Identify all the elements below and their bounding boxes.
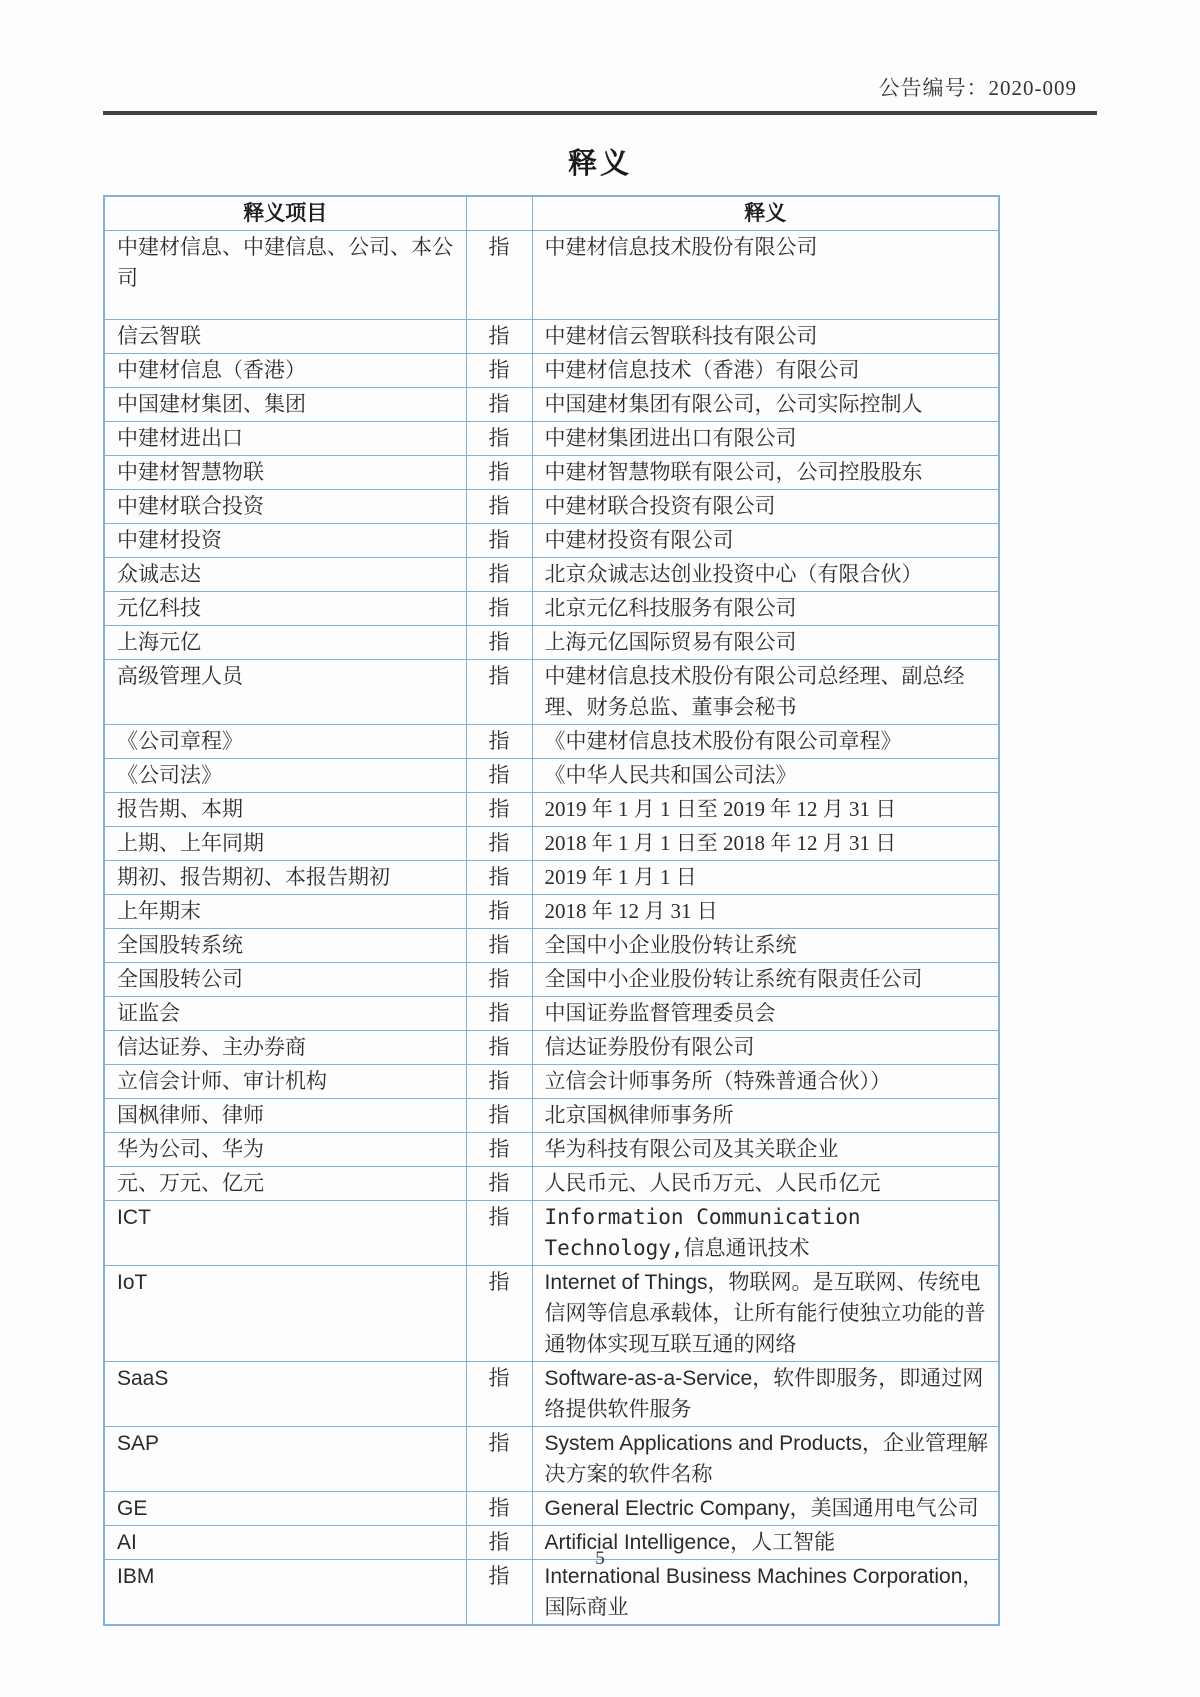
table-row	[104, 660, 999, 725]
term-cell: 期初、报告期初、本报告期初	[104, 861, 466, 895]
ref-cell: 指	[466, 963, 532, 997]
term-cell: 立信会计师、审计机构	[104, 1065, 466, 1099]
term-cell: 中建材智慧物联	[104, 456, 466, 490]
definition-cell: 2018 年 1 月 1 日至 2018 年 12 月 31 日	[532, 827, 999, 861]
term-cell: SaaS	[104, 1362, 466, 1427]
ref-cell: 指	[466, 759, 532, 793]
table-row	[104, 320, 999, 354]
definition-cell: International Business Machines Corporation，国际商业	[532, 1560, 999, 1626]
table-row	[104, 422, 999, 456]
definition-cell: 中建材信息技术（香港）有限公司	[532, 354, 999, 388]
table-row	[104, 1362, 999, 1427]
table-row	[104, 1031, 999, 1065]
term-cell: 《公司章程》	[104, 725, 466, 759]
definition-cell: 上海元亿国际贸易有限公司	[532, 626, 999, 660]
definition-cell: 信达证券股份有限公司	[532, 1031, 999, 1065]
header-cell-definition: 释义	[532, 196, 999, 231]
term-cell: 中建材联合投资	[104, 490, 466, 524]
definition-cell: 2018 年 12 月 31 日	[532, 895, 999, 929]
term-cell: AI	[104, 1526, 466, 1560]
definition-cell: 全国中小企业股份转让系统	[532, 929, 999, 963]
ref-cell: 指	[466, 1167, 532, 1201]
page-number: 5	[595, 1548, 605, 1569]
ref-cell: 指	[466, 929, 532, 963]
table-header-row	[104, 196, 999, 231]
table-row	[104, 388, 999, 422]
ref-cell: 指	[466, 997, 532, 1031]
term-cell: GE	[104, 1492, 466, 1526]
page-header	[0, 0, 1200, 102]
definition-cell: 《中华人民共和国公司法》	[532, 759, 999, 793]
term-cell: 高级管理人员	[104, 660, 466, 725]
table-row	[104, 759, 999, 793]
definition-cell: 立信会计师事务所（特殊普通合伙））	[532, 1065, 999, 1099]
table-row	[104, 861, 999, 895]
definition-cell: 中建材集团进出口有限公司	[532, 422, 999, 456]
definition-cell: 中国建材集团有限公司，公司实际控制人	[532, 388, 999, 422]
table-row	[104, 231, 999, 320]
definition-cell: General Electric Company，美国通用电气公司	[532, 1492, 999, 1526]
header-rule	[103, 111, 1097, 115]
term-cell: IBM	[104, 1560, 466, 1626]
definition-cell: 北京众诚志达创业投资中心（有限合伙）	[532, 558, 999, 592]
term-cell: 中建材进出口	[104, 422, 466, 456]
term-cell: 证监会	[104, 997, 466, 1031]
table-row	[104, 997, 999, 1031]
definition-cell: 《中建材信息技术股份有限公司章程》	[532, 725, 999, 759]
ref-cell: 指	[466, 1201, 532, 1266]
table-row	[104, 1099, 999, 1133]
term-cell: 信达证券、主办券商	[104, 1031, 466, 1065]
term-cell: 信云智联	[104, 320, 466, 354]
announcement-number: 公告编号：2020-009	[878, 76, 1077, 100]
ref-cell: 指	[466, 660, 532, 725]
term-cell: SAP	[104, 1427, 466, 1492]
definition-cell: Information Communication Technology,信息通讯技术	[532, 1201, 999, 1266]
definition-cell: 人民币元、人民币万元、人民币亿元	[532, 1167, 999, 1201]
header-cell-item: 释义项目	[104, 196, 466, 231]
ref-cell: 指	[466, 456, 532, 490]
definition-cell: Internet of Things，物联网。是互联网、传统电信网等信息承载体，让所有能行使独立功能的普通物体实现互联互通的网络	[532, 1266, 999, 1362]
table-row	[104, 895, 999, 929]
ref-cell: 指	[466, 861, 532, 895]
definition-cell: 中建材信息技术股份有限公司总经理、副总经理、财务总监、董事会秘书	[532, 660, 999, 725]
definition-cell: 北京国枫律师事务所	[532, 1099, 999, 1133]
term-cell: 华为公司、华为	[104, 1133, 466, 1167]
definition-cell: Software-as-a-Service，软件即服务，即通过网络提供软件服务	[532, 1362, 999, 1427]
term-cell: 元亿科技	[104, 592, 466, 626]
ref-cell: 指	[466, 827, 532, 861]
ref-cell: 指	[466, 524, 532, 558]
ref-cell: 指	[466, 422, 532, 456]
ref-cell: 指	[466, 388, 532, 422]
ref-cell: 指	[466, 558, 532, 592]
definition-cell: 中建材信息技术股份有限公司	[532, 231, 999, 320]
ref-cell: 指	[466, 1526, 532, 1560]
definitions-table	[103, 195, 1000, 1626]
table-row	[104, 1266, 999, 1362]
header-cell-ref	[466, 196, 532, 231]
table-row	[104, 929, 999, 963]
definition-cell: 中建材智慧物联有限公司，公司控股股东	[532, 456, 999, 490]
term-cell: 中国建材集团、集团	[104, 388, 466, 422]
definition-cell: 中建材信云智联科技有限公司	[532, 320, 999, 354]
term-cell: ICT	[104, 1201, 466, 1266]
ref-cell: 指	[466, 725, 532, 759]
term-cell: 上年期末	[104, 895, 466, 929]
table-row	[104, 963, 999, 997]
ref-cell: 指	[466, 1065, 532, 1099]
ref-cell: 指	[466, 1266, 532, 1362]
ref-cell: 指	[466, 1492, 532, 1526]
table-row	[104, 1201, 999, 1266]
ref-cell: 指	[466, 231, 532, 320]
ref-cell: 指	[466, 793, 532, 827]
table-row	[104, 725, 999, 759]
ref-cell: 指	[466, 626, 532, 660]
definition-cell: 中建材联合投资有限公司	[532, 490, 999, 524]
definition-cell: Artificial Intelligence，人工智能	[532, 1526, 999, 1560]
term-cell: 《公司法》	[104, 759, 466, 793]
term-cell: 中建材信息、中建信息、公司、本公司	[104, 231, 466, 320]
term-cell: 报告期、本期	[104, 793, 466, 827]
term-cell: 上期、上年同期	[104, 827, 466, 861]
definition-cell: 2019 年 1 月 1 日	[532, 861, 999, 895]
table-row	[104, 827, 999, 861]
term-cell: IoT	[104, 1266, 466, 1362]
ref-cell: 指	[466, 592, 532, 626]
definition-cell: 华为科技有限公司及其关联企业	[532, 1133, 999, 1167]
ref-cell: 指	[466, 1362, 532, 1427]
table-row	[104, 793, 999, 827]
table-row	[104, 490, 999, 524]
ref-cell: 指	[466, 1133, 532, 1167]
ref-cell: 指	[466, 1099, 532, 1133]
table-row	[104, 1427, 999, 1492]
term-cell: 国枫律师、律师	[104, 1099, 466, 1133]
table-row	[104, 1065, 999, 1099]
ref-cell: 指	[466, 1560, 532, 1626]
definition-cell: 北京元亿科技服务有限公司	[532, 592, 999, 626]
definition-cell: System Applications and Products，企业管理解决方案的软件名称	[532, 1427, 999, 1492]
definition-cell: 中国证券监督管理委员会	[532, 997, 999, 1031]
table-row	[104, 1133, 999, 1167]
table-row	[104, 592, 999, 626]
ref-cell: 指	[466, 490, 532, 524]
ref-cell: 指	[466, 895, 532, 929]
term-cell: 众诚志达	[104, 558, 466, 592]
term-cell: 元、万元、亿元	[104, 1167, 466, 1201]
term-cell: 中建材投资	[104, 524, 466, 558]
ref-cell: 指	[466, 1427, 532, 1492]
definition-cell: 全国中小企业股份转让系统有限责任公司	[532, 963, 999, 997]
ref-cell: 指	[466, 354, 532, 388]
table-row	[104, 626, 999, 660]
table-row	[104, 354, 999, 388]
term-cell: 全国股转公司	[104, 963, 466, 997]
table-row	[104, 1167, 999, 1201]
definition-cell: 2019 年 1 月 1 日至 2019 年 12 月 31 日	[532, 793, 999, 827]
table-row	[104, 1492, 999, 1526]
ref-cell: 指	[466, 320, 532, 354]
definition-cell: 中建材投资有限公司	[532, 524, 999, 558]
table-row	[104, 456, 999, 490]
ref-cell: 指	[466, 1031, 532, 1065]
page-title: 释义	[567, 148, 632, 180]
term-cell: 上海元亿	[104, 626, 466, 660]
term-cell: 全国股转系统	[104, 929, 466, 963]
table-row	[104, 558, 999, 592]
table-row	[104, 524, 999, 558]
term-cell: 中建材信息（香港）	[104, 354, 466, 388]
